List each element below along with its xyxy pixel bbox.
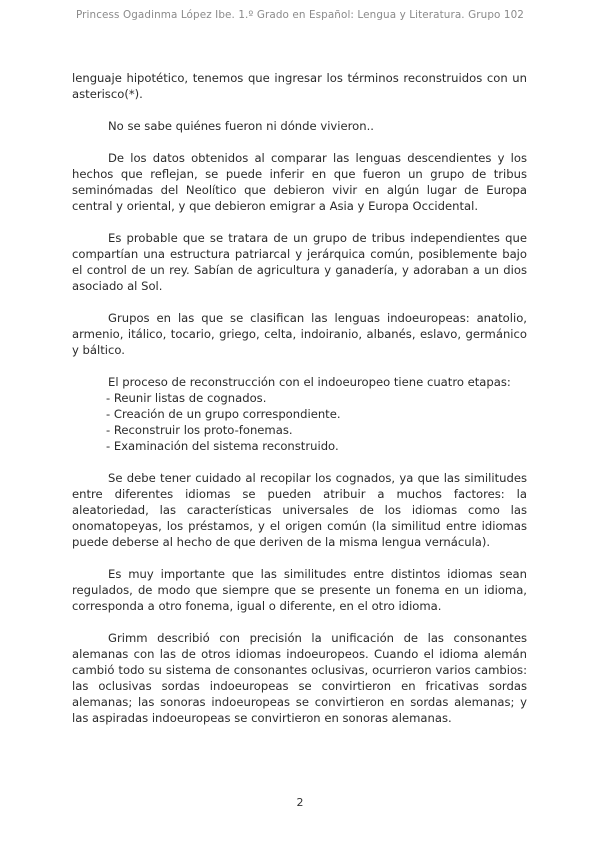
page-number: 2 [296,796,304,809]
list-item: - Creación de un grupo correspondiente. [106,407,341,421]
list-item: - Reconstruir los proto-fonemas. [106,423,293,437]
document-body [72,70,527,742]
running-header: Princess Ogadinma López Ibe. 1.º Grado en Español: Lengua y Literatura. Grupo 102 [75,9,525,21]
paragraph-continuation: lenguaje hipotético, tenemos que ingresar los términos reconstruidos con un asterisco(*). [72,71,527,101]
list-item: - Examinación del sistema reconstruido. [106,439,339,453]
list-item: - Reunir listas de cognados. [106,391,267,405]
steps-list [72,390,527,454]
paragraph: Es muy importante que las similitudes entre distintos idiomas sean regulados, de modo que siempre que se presente un fonema en un idioma, corresponda a otro fonema, igual o diferente, en el otro idioma. [72,567,527,613]
paragraph: De los datos obtenidos al comparar las lenguas descendientes y los hechos que reflejan, se puede inferir en que fueron un grupo de tribus seminómadas del Neolítico que debieron vivir en algún lugar de Europa central y oriental, y que debieron emigrar a Asia y Europa Occidental. [72,151,527,213]
paragraph: Grupos en las que se clasifican las lenguas indoeuropeas: anatolio, armenio, itálico, tocario, griego, celta, indoiranio, albanés, eslavo, germánico y báltico. [72,311,527,357]
paragraph: Es probable que se tratara de un grupo de tribus independientes que compartían una estructura patriarcal y jerárquica común, posiblemente bajo el control de un rey. Sabían de agricultura y ganadería, y adoraban a un dios asociado al Sol. [72,231,527,293]
paragraph: Se debe tener cuidado al recopilar los cognados, ya que las similitudes entre diferentes idiomas se pueden atribuir a muchos factores: la aleatoriedad, las características universales de los idiomas como las onomatopeyas, los préstamos, y el origen común (la similitud entre idiomas puede deberse al hecho de que deriven de la misma lengua vernácula). [72,471,527,549]
paragraph: Grimm describió con precisión la unificación de las consonantes alemanas con las de otros idiomas indoeuropeos. Cuando el idioma alemán cambió todo su sistema de consonantes oclusivas, ocurrieron varios cambios: las oclusivas sordas indoeuropeas se convirtieron en fricativas sordas alemanas; las sonoras indoeuropeas se convirtieron en sordas alemanas; y las aspiradas indoeuropeas se convirtieron en sonoras alemanas. [72,631,527,725]
paragraph: No se sabe quiénes fueron ni dónde vivieron.. [108,119,374,133]
paragraph-steps-intro: El proceso de reconstrucción con el indoeuropeo tiene cuatro etapas: [108,375,511,389]
